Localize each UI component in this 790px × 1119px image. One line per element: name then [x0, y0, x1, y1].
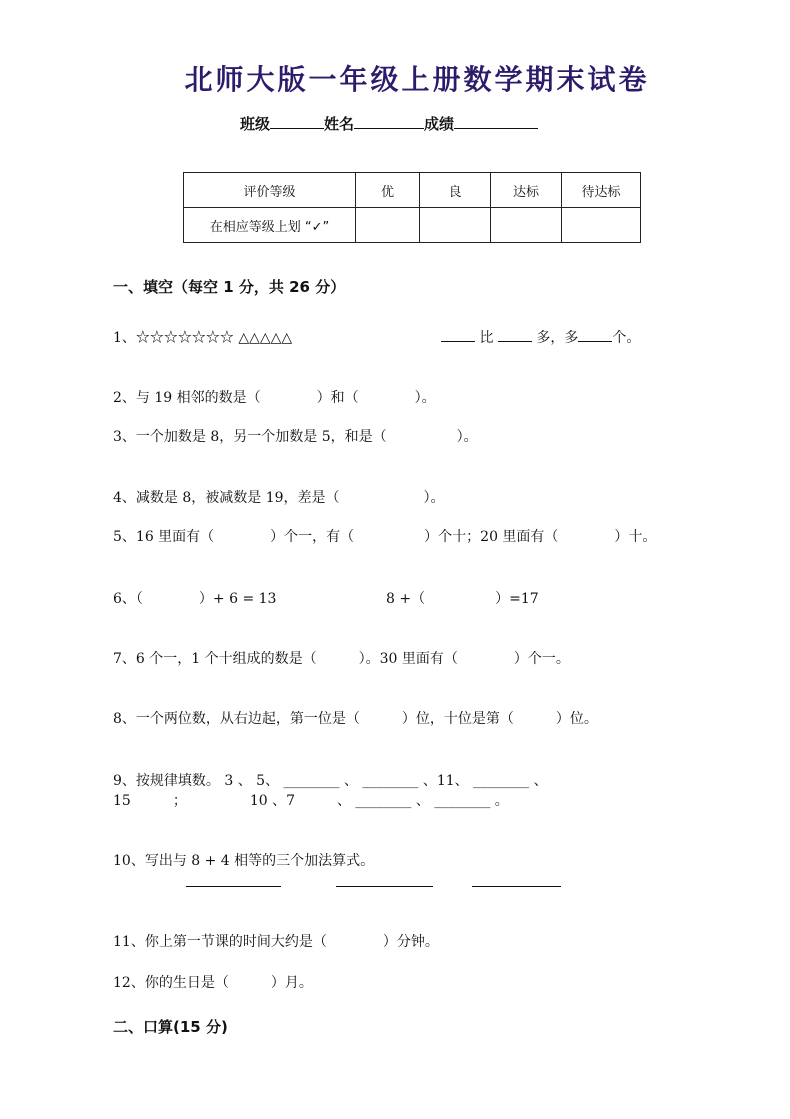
question-10: 10、写出与 8 + 4 相等的三个加法算式。	[113, 853, 375, 869]
answer-line-1[interactable]	[186, 886, 281, 887]
header-needs-work: 待达标	[562, 173, 641, 208]
question-1-bi: 比	[479, 330, 494, 346]
section-2-title: 二、口算(15 分)	[113, 1018, 228, 1036]
question-1-prefix: 1、☆☆☆☆☆☆☆ △△△△△	[113, 330, 293, 346]
question-7: 7、6 个一，1 个十组成的数是（ ）。30 里面有（ ）个一。	[113, 651, 570, 667]
student-info-line	[240, 112, 538, 134]
question-1-answer	[441, 327, 640, 347]
header-pass: 达标	[491, 173, 562, 208]
answer-blank[interactable]	[441, 329, 475, 342]
question-4: 4、减数是 8，被减数是 19，差是（ ）。	[113, 490, 445, 506]
question-11: 11、你上第一节课的时间大约是（ ）分钟。	[113, 934, 439, 950]
name-label: 姓名	[324, 115, 355, 133]
mark-cell-needs-work[interactable]	[562, 208, 641, 243]
class-blank[interactable]	[270, 112, 324, 129]
answer-line-3[interactable]	[472, 886, 561, 887]
question-1-duo: 多，多	[536, 330, 579, 346]
mark-cell-excellent[interactable]	[356, 208, 420, 243]
question-6-left: 6、（ ）+ 6 = 13	[113, 591, 277, 607]
question-8: 8、一个两位数，从右边起，第一位是（ ）位，十位是第（ ）位。	[113, 711, 598, 727]
answer-blank[interactable]	[578, 329, 612, 342]
score-label: 成绩	[424, 115, 455, 133]
page-title: 北师大版一年级上册数学期末试卷	[184, 63, 650, 96]
mark-row-label: 在相应等级上划 “✓”	[184, 208, 356, 243]
header-grade: 评价等级	[184, 173, 356, 208]
question-5: 5、16 里面有（ ）个一，有（ ）个十；20 里面有（ ）十。	[113, 529, 657, 545]
question-12: 12、你的生日是（ ）月。	[113, 975, 313, 991]
answer-line-2[interactable]	[336, 886, 433, 887]
question-9-line-1: 9、按规律填数。 3 、 5、 ________ 、 ________ 、11、 ________ 、	[113, 773, 548, 789]
evaluation-mark-row	[184, 208, 641, 243]
mark-cell-good[interactable]	[420, 208, 491, 243]
evaluation-table	[183, 172, 641, 243]
section-1-title: 一、填空（每空 1 分，共 26 分）	[113, 278, 346, 296]
evaluation-header-row	[184, 173, 641, 208]
header-excellent: 优	[356, 173, 420, 208]
score-blank[interactable]	[454, 112, 538, 129]
header-good: 良	[420, 173, 491, 208]
class-label: 班级	[240, 115, 271, 133]
name-blank[interactable]	[354, 112, 424, 129]
question-1	[113, 327, 292, 347]
answer-blank[interactable]	[498, 329, 532, 342]
mark-cell-pass[interactable]	[491, 208, 562, 243]
question-2: 2、与 19 相邻的数是（ ）和（ ）。	[113, 390, 436, 406]
question-3: 3、一个加数是 8，另一个加数是 5，和是（ ）。	[113, 429, 478, 445]
question-1-ge: 个。	[612, 330, 641, 346]
question-6-right: 8 +（ ）=17	[386, 591, 539, 607]
question-9-line-2: 15 ； 10 、7 、 ________ 、 ________ 。	[113, 793, 509, 809]
